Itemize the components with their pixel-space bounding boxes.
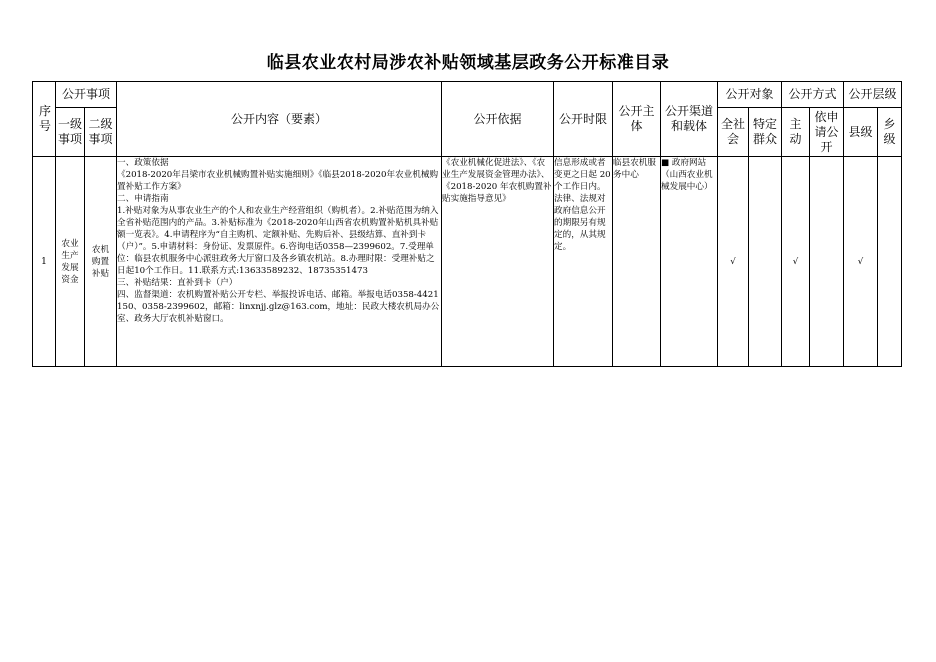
row-basis: 《农业机械化促进法》、《农业生产发展资金管理办法》、《2018-2020 年农机购置补贴实施指导意见》 — [442, 157, 554, 367]
header-time: 公开时限 — [554, 82, 613, 157]
row-target-all-check: √ — [718, 157, 749, 367]
header-method: 公开方式 — [782, 82, 844, 108]
content-line: 三、补贴结果：直补到卡（户） — [117, 278, 238, 288]
header-subject: 公开主体 — [613, 82, 661, 157]
content-line: 四、监督渠道：农机购置补贴公开专栏、举报投诉电话、邮箱。举报电话0358-4421150、0358-2399602，邮箱：linxnjj.glz@163.com，地址：民政大楼农机局办公室、政务大厅农机补贴窗口。 — [117, 290, 440, 324]
header-channel: 公开渠道和载体 — [661, 82, 718, 157]
content-line: 《2018-2020年吕梁市农业机械购置补贴实施细则》《临县2018-2020年农业机械购置补贴工作方案》 — [117, 170, 439, 192]
row-content — [117, 157, 442, 367]
header-content: 公开内容（要素） — [117, 82, 442, 157]
row-level2: 农机购置补贴 — [85, 157, 117, 367]
content-line: 二、申请指南 — [117, 194, 169, 204]
header-basis: 公开依据 — [442, 82, 554, 157]
row-target-specific-check — [749, 157, 782, 367]
header-method-request: 依申请公开 — [810, 108, 844, 157]
header-level-county: 县级 — [844, 108, 878, 157]
header-target-all: 全社会 — [718, 108, 749, 157]
header-level1: 一级事项 — [56, 108, 85, 157]
row-channel: ■ 政府网站（山西农业机械发展中心） — [661, 157, 718, 367]
row-subject: 临县农机服务中心 — [613, 157, 661, 367]
row-level-town-check — [878, 157, 902, 367]
catalog-table — [32, 81, 902, 367]
header-target-specific: 特定群众 — [749, 108, 782, 157]
header-target: 公开对象 — [718, 82, 782, 108]
row-method-request-check — [810, 157, 844, 367]
header-row-1 — [33, 82, 902, 108]
header-items: 公开事项 — [56, 82, 117, 108]
page-title: 临县农业农村局涉农补贴领域基层政务公开标准目录 — [266, 53, 670, 73]
table-row — [33, 157, 902, 367]
header-level-town: 乡级 — [878, 108, 902, 157]
header-method-active: 主动 — [782, 108, 810, 157]
content-line: 一、政策依据 — [117, 158, 169, 168]
row-method-active-check: √ — [782, 157, 810, 367]
content-line: 1.补贴对象为从事农业生产的个人和农业生产经营组织（购机者）。2.补贴范围为纳入全省补贴范围内的产品。3.补贴标准为《2018-2020年山西省农机购置补贴机具补贴额一览表》。4.申请程序为“自主购机、定额补贴、先购后补、县级结算、直补到卡（户）”。5.申请材料：身份证、发票原件。6.咨询电话0358—2399602。7.受理单位：临县农机服务中心派驻政务大厅窗口及各乡镇农机站。8.办理时限：受理补贴之日起10个工作日。11.联系方式:13633589232、18735351473 — [117, 206, 439, 276]
row-level1: 农业生产发展资金 — [56, 157, 85, 367]
row-seq: 1 — [33, 157, 56, 367]
row-level-county-check: √ — [844, 157, 878, 367]
row-time: 信息形成或者变更之日起 20 个工作日内。法律、法规对政府信息公开的期限另有规定的，从其规定。 — [554, 157, 613, 367]
header-level: 公开层级 — [844, 82, 902, 108]
header-level2: 二级事项 — [85, 108, 117, 157]
header-seq: 序号 — [33, 82, 56, 157]
